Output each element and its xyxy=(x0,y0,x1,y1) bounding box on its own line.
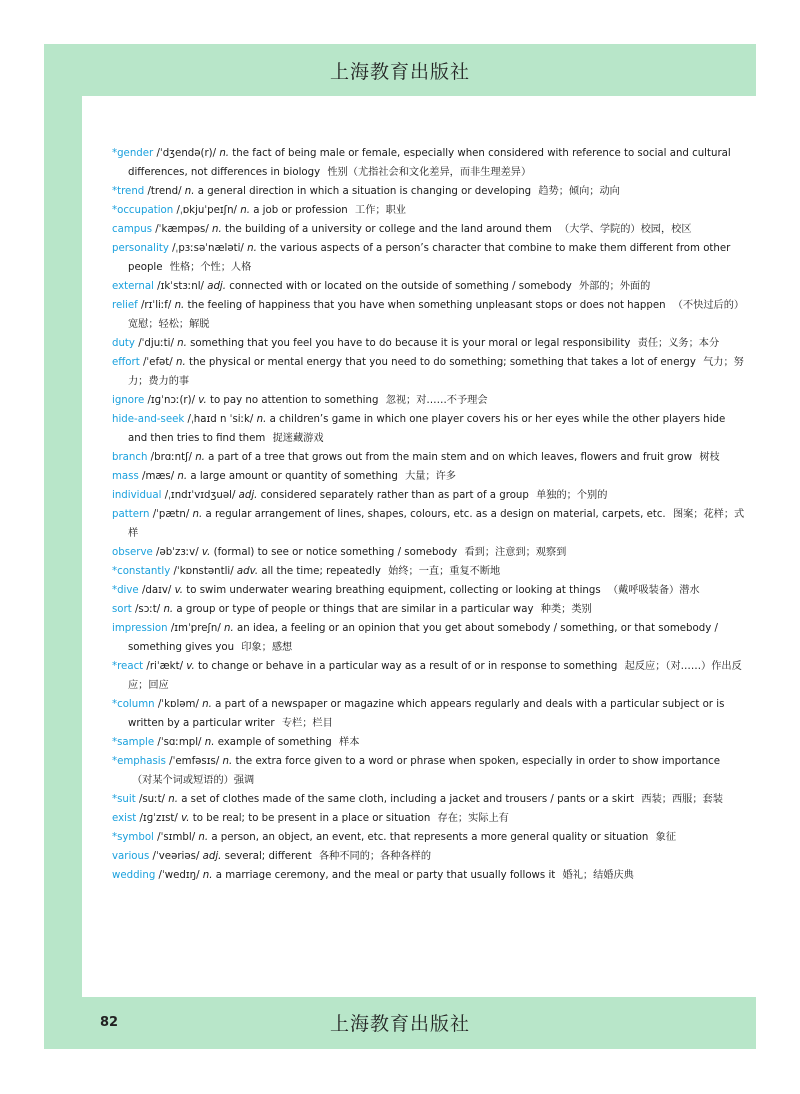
glossary-entry xyxy=(112,201,747,220)
definition: a general direction in which a situation is changing or developing xyxy=(197,186,532,197)
definition: something that you feel you have to do because it is your moral or legal responsibility xyxy=(190,338,631,349)
chinese-translation: （不快过后的）宽慰；轻松；解脱 xyxy=(128,300,745,330)
part-of-speech: adj. xyxy=(207,281,226,292)
part-of-speech: v. xyxy=(181,813,190,824)
pronunciation: /daɪv/ xyxy=(141,585,172,596)
pronunciation: /ˈveəriəs/ xyxy=(152,851,200,862)
chinese-translation: 种类；类别 xyxy=(540,604,592,615)
definition: the building of a university or college and the land around them xyxy=(225,224,552,235)
headword: *gender xyxy=(112,148,154,159)
glossary-entry xyxy=(112,239,747,277)
definition: connected with or located on the outside of something / somebody xyxy=(229,281,572,292)
definition: an idea, a feeling or an opinion that you get about somebody / something, or that somebody / something gives you xyxy=(128,623,718,653)
footer-publisher: 上海教育出版社 xyxy=(329,1013,470,1035)
part-of-speech: n. xyxy=(177,471,188,482)
content-area xyxy=(82,96,756,997)
part-of-speech: n. xyxy=(202,699,212,710)
glossary-entry xyxy=(112,486,747,505)
definition: the feeling of happiness that you have when something unpleasant stops or does not happen xyxy=(187,300,666,311)
definition: to change or behave in a particular way as a result of or in response to something xyxy=(197,661,618,672)
part-of-speech: n. xyxy=(177,338,187,349)
definition: all the time; repeatedly xyxy=(261,566,381,577)
glossary-entry xyxy=(112,752,747,790)
pronunciation: /ˈemfəsɪs/ xyxy=(169,756,220,767)
part-of-speech: n. xyxy=(222,756,233,767)
header-band xyxy=(44,44,756,96)
headword: impression xyxy=(112,623,168,634)
glossary-list xyxy=(112,144,747,885)
definition: to pay no attention to something xyxy=(209,395,379,406)
headword: *constantly xyxy=(112,566,171,577)
headword: effort xyxy=(112,357,140,368)
glossary-entry xyxy=(112,847,747,866)
chinese-translation: 责任；义务；本分 xyxy=(637,338,720,349)
pronunciation: /ˈdʒendə(r)/ xyxy=(156,148,217,159)
chinese-translation: （对某个词或短语的）强调 xyxy=(132,775,255,786)
pronunciation: /ˌɒkjuˈpeɪʃn/ xyxy=(176,205,237,216)
definition: the extra force given to a word or phrase when spoken, especially in order to show importance xyxy=(235,756,721,767)
headword: *column xyxy=(112,699,155,710)
glossary-entry xyxy=(112,562,747,581)
chinese-translation: 捉迷藏游戏 xyxy=(272,433,324,444)
part-of-speech: adv. xyxy=(236,566,259,577)
glossary-entry xyxy=(112,220,747,239)
chinese-translation: 单独的；个别的 xyxy=(536,490,608,501)
definition: several; different xyxy=(224,851,312,862)
pronunciation: /brɑːntʃ/ xyxy=(150,452,192,463)
definition: a regular arrangement of lines, shapes, colours, etc. as a design on material, carpets, etc. xyxy=(205,509,666,520)
part-of-speech: v. xyxy=(174,585,184,596)
glossary-entry xyxy=(112,828,747,847)
headword: *emphasis xyxy=(112,756,166,767)
chinese-translation: （戴呼吸装备）潜水 xyxy=(607,585,700,596)
part-of-speech: adj. xyxy=(238,490,258,501)
pronunciation: /ˌpɜːsəˈnæləti/ xyxy=(172,243,244,254)
chinese-translation: 外部的；外面的 xyxy=(578,281,651,292)
chinese-translation: 存在；实际上有 xyxy=(437,813,509,824)
glossary-entry xyxy=(112,182,747,201)
glossary-entry xyxy=(112,809,747,828)
definition: the fact of being male or female, especially when considered with reference to social and cultural differences, not differences in biology xyxy=(128,148,731,178)
part-of-speech: n. xyxy=(176,357,186,368)
glossary-entry xyxy=(112,619,747,657)
glossary-entry xyxy=(112,600,747,619)
part-of-speech: n. xyxy=(204,737,215,748)
chinese-translation: 图案；花样；式样 xyxy=(128,509,745,539)
glossary-entry xyxy=(112,467,747,486)
part-of-speech: n. xyxy=(212,224,222,235)
pronunciation: /ˈsɑːmpl/ xyxy=(157,737,202,748)
headword: *trend xyxy=(112,186,145,197)
part-of-speech: n. xyxy=(198,832,209,843)
chinese-translation: 始终；一直；重复不断地 xyxy=(388,566,501,577)
definition: example of something xyxy=(217,737,332,748)
glossary-entry xyxy=(112,353,747,391)
part-of-speech: n. xyxy=(163,604,174,615)
pronunciation: /ˈkɒləm/ xyxy=(157,699,199,710)
chinese-translation: 看到；注意到；观察到 xyxy=(464,547,567,558)
glossary-entry xyxy=(112,543,747,562)
chinese-translation: 性格；个性；人格 xyxy=(169,262,252,273)
chinese-translation: 专栏；栏目 xyxy=(281,718,333,729)
part-of-speech: n. xyxy=(202,870,213,881)
pronunciation: /riˈækt/ xyxy=(146,661,184,672)
part-of-speech: n. xyxy=(240,205,250,216)
pronunciation: /ˈwedɪŋ/ xyxy=(158,870,200,881)
chinese-translation: 树枝 xyxy=(699,452,720,463)
definition: a set of clothes made of the same cloth, including a jacket and trousers / pants or a skirt xyxy=(181,794,635,805)
definition: a large amount or quantity of something xyxy=(190,471,398,482)
pronunciation: /ɪɡˈzɪst/ xyxy=(139,813,178,824)
chinese-translation: 趋势；倾向；动向 xyxy=(538,186,620,197)
headword: individual xyxy=(112,490,162,501)
pronunciation: /ˈpætn/ xyxy=(152,509,190,520)
glossary-entry xyxy=(112,334,747,353)
headword: hide-and-seek xyxy=(112,414,185,425)
definition: (formal) to see or notice something / somebody xyxy=(213,547,458,558)
definition: the physical or mental energy that you need to do something; something that takes a lot of energy xyxy=(188,357,696,368)
headword: ignore xyxy=(112,395,145,406)
headword: personality xyxy=(112,243,169,254)
glossary-entry xyxy=(112,144,747,182)
headword: observe xyxy=(112,547,153,558)
part-of-speech: v. xyxy=(198,395,207,406)
headword: *react xyxy=(112,661,144,672)
page-number: 82 xyxy=(100,1015,119,1030)
part-of-speech: n. xyxy=(195,452,205,463)
headword: wedding xyxy=(112,870,156,881)
part-of-speech: n. xyxy=(256,414,267,425)
headword: *symbol xyxy=(112,832,154,843)
headword: *dive xyxy=(112,585,139,596)
pronunciation: /əbˈzɜːv/ xyxy=(156,547,199,558)
glossary-entry xyxy=(112,657,747,695)
glossary-entry xyxy=(112,277,747,296)
pronunciation: /suːt/ xyxy=(138,794,165,805)
part-of-speech: n. xyxy=(168,794,178,805)
pronunciation: /ˈsɪmbl/ xyxy=(157,832,196,843)
headword: *sample xyxy=(112,737,155,748)
definition: a part of a newspaper or magazine which appears regularly and deals with a particular subject or is written by a particular writer xyxy=(128,699,725,729)
definition: a marriage ceremony, and the meal or party that usually follows it xyxy=(215,870,556,881)
chinese-translation: 婚礼；结婚庆典 xyxy=(562,870,634,881)
chinese-translation: 西装；西服；套装 xyxy=(641,794,723,805)
glossary-entry xyxy=(112,695,747,733)
definition: to be real; to be present in a place or situation xyxy=(192,813,431,824)
chinese-translation: 象征 xyxy=(655,832,677,843)
pronunciation: /trend/ xyxy=(147,186,182,197)
definition: a person, an object, an event, etc. that represents a more general quality or situation xyxy=(211,832,649,843)
glossary-entry xyxy=(112,866,747,885)
glossary-entry xyxy=(112,391,747,410)
headword: pattern xyxy=(112,509,150,520)
definition: to swim underwater wearing breathing equipment, collecting or looking at things xyxy=(186,585,601,596)
headword: relief xyxy=(112,300,138,311)
definition: the various aspects of a person’s character that combine to make them different from other people xyxy=(128,243,731,273)
pronunciation: /ˈefət/ xyxy=(142,357,173,368)
page-frame xyxy=(44,44,756,1049)
header-publisher: 上海教育出版社 xyxy=(329,60,470,83)
pronunciation: /ˌhaɪd n ˈsiːk/ xyxy=(187,414,254,425)
glossary-entry xyxy=(112,505,747,543)
definition: a job or profession xyxy=(253,205,348,216)
part-of-speech: n. xyxy=(184,186,195,197)
part-of-speech: n. xyxy=(192,509,203,520)
glossary-entry xyxy=(112,296,747,334)
headword: branch xyxy=(112,452,148,463)
pronunciation: /ɪkˈstɜːnl/ xyxy=(157,281,204,292)
headword: various xyxy=(112,851,150,862)
definition: a part of a tree that grows out from the main stem and on which leaves, flowers and fruit grow xyxy=(208,452,693,463)
part-of-speech: adj. xyxy=(202,851,222,862)
glossary-entry xyxy=(112,448,747,467)
headword: campus xyxy=(112,224,152,235)
headword: sort xyxy=(112,604,132,615)
pronunciation: /rɪˈliːf/ xyxy=(141,300,172,311)
glossary-entry xyxy=(112,790,747,809)
headword: mass xyxy=(112,471,139,482)
headword: *suit xyxy=(112,794,136,805)
glossary-entry xyxy=(112,410,747,448)
definition: a children’s game in which one player covers his or her eyes while the other players hide and then tries to find them xyxy=(128,414,726,444)
pronunciation: /ɪɡˈnɔː(r)/ xyxy=(147,395,196,406)
chinese-translation: 气力；努力；费力的事 xyxy=(128,357,744,387)
chinese-translation: 起反应；（对……）作出反应；回应 xyxy=(128,661,742,691)
pronunciation: /ˌɪndɪˈvɪdʒuəl/ xyxy=(164,490,236,501)
chinese-translation: 样本 xyxy=(339,737,360,748)
glossary-entry xyxy=(112,733,747,752)
chinese-translation: 工作；职业 xyxy=(355,205,406,216)
part-of-speech: v. xyxy=(201,547,211,558)
chinese-translation: 忽视；对……不予理会 xyxy=(385,395,488,406)
part-of-speech: n. xyxy=(224,623,234,634)
headword: external xyxy=(112,281,154,292)
headword: exist xyxy=(112,813,137,824)
pronunciation: /ˈdjuːti/ xyxy=(138,338,174,349)
pronunciation: /ˈkɒnstəntli/ xyxy=(173,566,234,577)
part-of-speech: n. xyxy=(247,243,257,254)
definition: a group or type of people or things that are similar in a particular way xyxy=(176,604,534,615)
definition: considered separately rather than as part of a group xyxy=(260,490,529,501)
headword: *occupation xyxy=(112,205,174,216)
pronunciation: /ˈkæmpəs/ xyxy=(155,224,209,235)
chinese-translation: （大学、学院的）校园，校区 xyxy=(559,224,692,235)
part-of-speech: v. xyxy=(186,661,195,672)
chinese-translation: 性别（尤指社会和文化差异，而非生理差异） xyxy=(327,167,532,178)
pronunciation: /sɔːt/ xyxy=(134,604,161,615)
pronunciation: /mæs/ xyxy=(142,471,175,482)
footer-band xyxy=(44,997,756,1049)
chinese-translation: 印象；感想 xyxy=(241,642,293,653)
part-of-speech: n. xyxy=(219,148,230,159)
part-of-speech: n. xyxy=(174,300,185,311)
pronunciation: /ɪmˈpreʃn/ xyxy=(170,623,221,634)
chinese-translation: 各种不同的；各种各样的 xyxy=(318,851,432,862)
glossary-entry xyxy=(112,581,747,600)
headword: duty xyxy=(112,338,135,349)
chinese-translation: 大量；许多 xyxy=(405,471,456,482)
